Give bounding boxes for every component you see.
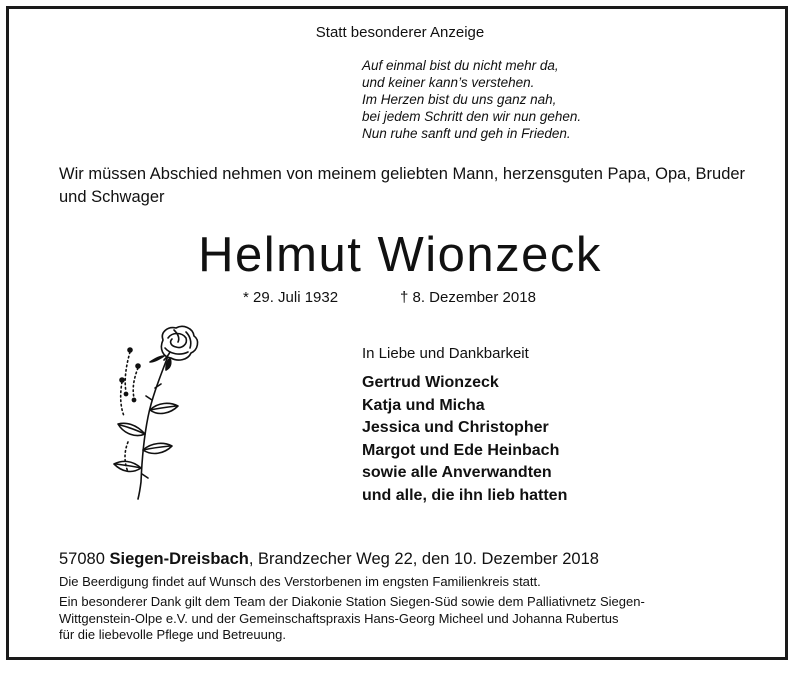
mourners-list — [362, 372, 567, 507]
mourner-name: Margot und Ede Heinbach — [362, 441, 560, 459]
postcode: 57080 — [59, 550, 105, 568]
death-date: † 8. Dezember 2018 — [400, 289, 536, 306]
thanks-line: für die liebevolle Pflege und Betreuung. — [59, 627, 286, 642]
poem-line: bei jedem Schritt den wir nun gehen. — [362, 109, 582, 124]
poem-line: Nun ruhe sanft und geh in Frieden. — [362, 126, 571, 141]
thanks-line: Wittgenstein-Olpe e.V. und der Gemeinschaftspraxis Hans-Georg Micheel und Johanna Rubertus — [59, 610, 619, 626]
mourner-name: Gertrud Wionzeck — [362, 374, 499, 391]
address-line — [59, 550, 599, 569]
address-rest: , Brandzecher Weg 22, den 10. Dezember 2018 — [248, 550, 599, 568]
funeral-note: Die Beerdigung findet auf Wunsch des Verstorbenen im engsten Familienkreis statt. — [59, 574, 541, 589]
intro-text: Wir müssen Abschied nehmen von meinem geliebten Mann, herzensguten Papa, Opa, Bruder und Schwager — [59, 165, 746, 206]
mourner-name: Katja und Micha — [362, 396, 485, 414]
thanks-line: Ein besonderer Dank gilt dem Team der Diakonie Station Siegen-Süd sowie dem Palliativnetz Siegen- — [59, 594, 645, 609]
rose-icon — [108, 322, 203, 500]
thanks-paragraph — [59, 594, 759, 644]
birth-date: * 29. Juli 1932 — [243, 289, 339, 306]
place-name: Siegen-Dreisbach — [109, 550, 249, 568]
thanks-intro: In Liebe und Dankbarkeit — [362, 345, 529, 362]
mourner-name: und alle, die ihn lieb hatten — [362, 486, 568, 504]
poem-line: Auf einmal bist du nicht mehr da, — [362, 58, 559, 73]
heading-text: Statt besonderer Anzeige — [315, 24, 485, 41]
mourner-name: Jessica und Christopher — [362, 419, 549, 436]
poem — [362, 57, 581, 142]
mourner-name: sowie alle Anverwandten — [362, 464, 552, 481]
poem-line: und keiner kann’s verstehen. — [362, 75, 535, 90]
deceased-name: Helmut Wionzeck — [198, 228, 602, 282]
poem-line: Im Herzen bist du uns ganz nah, — [362, 92, 557, 107]
notice-heading — [0, 24, 800, 41]
